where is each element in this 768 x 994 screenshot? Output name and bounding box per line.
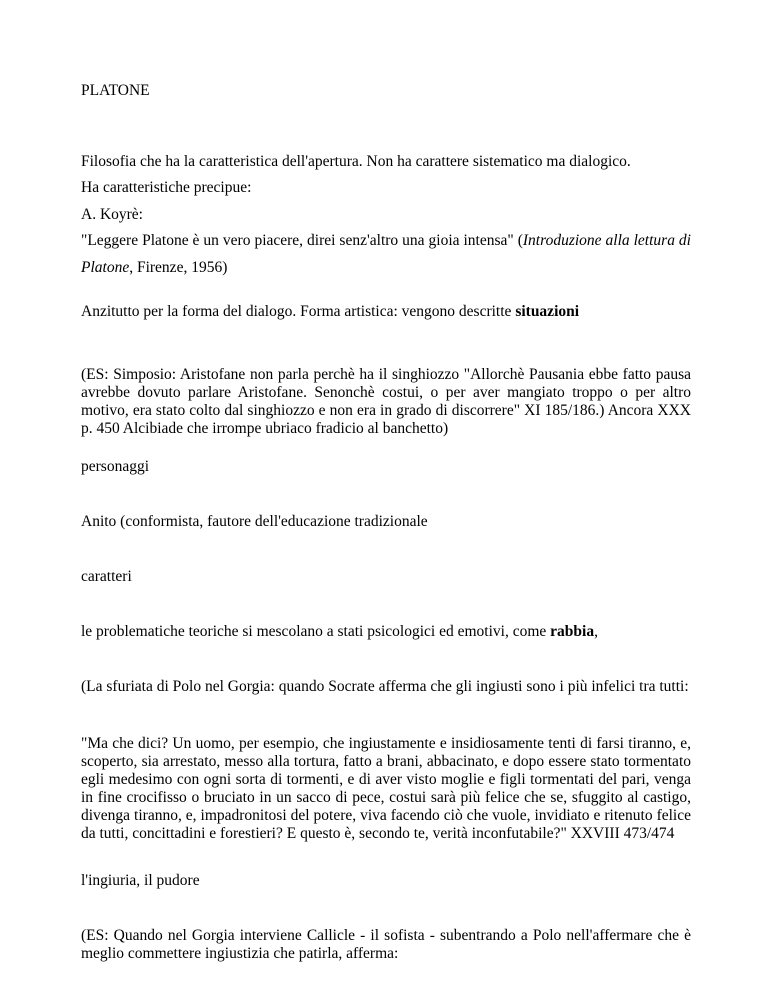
book-title: Introduzione alla lettura di Platone xyxy=(81,232,691,276)
callicle-paragraph: (ES: Quando nel Gorgia interviene Callicle - il sofista - subentrando a Polo nell'affermare che è meglio commettere ingiustizia che patirla, afferma: xyxy=(81,927,691,962)
anito-paragraph: Anito (conformista, fautore dell'educazione tradizionale xyxy=(81,513,428,530)
problems-paragraph xyxy=(81,623,691,641)
characteristics-line: Ha caratteristiche precipue: xyxy=(81,179,252,196)
personaggi-heading: personaggi xyxy=(81,458,150,475)
symposium-example: (ES: Simposio: Aristofane non parla perchè ha il singhiozzo "Allorchè Pausania ebbe fatto pausa avrebbe dovuto parlare Aristofane. Senonchè costui, o per aver mangiato troppo o per altro motivo, era stato colto dal singhiozzo e non era in grado di discorrere" XI 185/186.) Ancora XXX p. 450 Alcibiade che irrompe ubriaco fradicio al banchetto) xyxy=(81,366,691,437)
dialogue-form-text: Anzitutto per la forma del dialogo. Forma artistica: vengono descritte xyxy=(81,303,516,320)
author-attribution: A. Koyrè: xyxy=(81,206,143,223)
ingiuria-paragraph: l'ingiuria, il pudore xyxy=(81,872,200,889)
quote-source-tail: , Firenze, 1956) xyxy=(129,259,228,276)
problems-bold: rabbia xyxy=(550,623,595,640)
intro-paragraph: Filosofia che ha la caratteristica dell'apertura. Non ha carattere sistematico ma dialogico. xyxy=(81,153,631,170)
problems-tail: , xyxy=(594,623,598,640)
page-title: PLATONE xyxy=(81,82,150,99)
koyre-quote xyxy=(81,227,691,281)
polo-quote: "Ma che dici? Un uomo, per esempio, che ingiustamente e insidiosamente tenti di farsi tiranno, e, scoperto, sia arrestato, messo alla tortura, fatto a brani, abbacinato, e dopo essere stato tormentato egli medesimo con ogni sorta di tormenti, e di aver visto moglie e figli tormentati del pari, venga in fine crocifisso o bruciato in un sacco di pece, costui sarà più felice che se, sfuggito al castigo, divenga tiranno, e, impadronitosi del potere, viva facendo ciò che vuole, invidiato e ritenuto felice da tutti, concittadini e forestieri? E questo è, secondo te, verità inconfutabile?" XXVIII 473/474 xyxy=(81,735,691,842)
dialogue-form-paragraph xyxy=(81,303,691,321)
problems-text: le problematiche teoriche si mescolano a stati psicologici ed emotivi, come xyxy=(81,623,551,640)
dialogue-form-bold: situazioni xyxy=(515,303,580,320)
quote-text: "Leggere Platone è un vero piacere, direi senz'altro una gioia intensa" ( xyxy=(81,232,523,249)
polo-intro: (La sfuriata di Polo nel Gorgia: quando Socrate afferma che gli ingiusti sono i più infelici tra tutti: xyxy=(81,678,689,695)
caratteri-heading: caratteri xyxy=(81,568,132,585)
